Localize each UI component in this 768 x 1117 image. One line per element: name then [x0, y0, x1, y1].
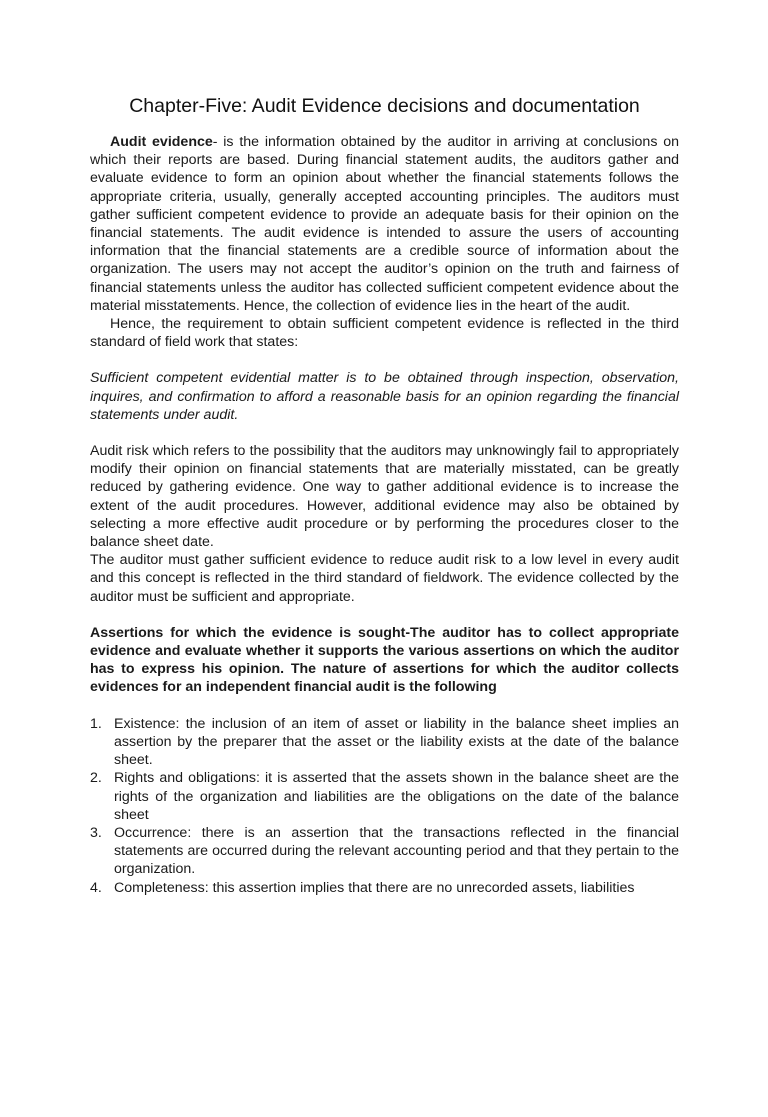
- list-item-text: Completeness: this assertion implies that there are no unrecorded assets, liabilities: [114, 879, 635, 896]
- list-item-number: 4.: [90, 879, 102, 896]
- list-item: [90, 715, 679, 770]
- list-item-number: 3.: [90, 824, 102, 841]
- list-item-text: Existence: the inclusion of an item of asset or liability in the balance sheet implies an assertion by the preparer that the asset or the liability exists at the date of the balance sheet.: [114, 715, 679, 769]
- intro-paragraph: [90, 133, 679, 315]
- list-item-text: Occurrence: there is an assertion that the transactions reflected in the financial statements are occurred during the relevant accounting period and that they pertain to the organization.: [114, 824, 679, 878]
- page-title: Chapter-Five: Audit Evidence decisions and documentation: [129, 95, 640, 117]
- list-item: [90, 769, 679, 824]
- list-item-number: 1.: [90, 715, 102, 732]
- assertions-heading: Assertions for which the evidence is sought-The auditor has to collect appropriate evidence and evaluate whether it supports the various assertions on which the auditor has to express his opinion. The nature of assertions for which the auditor collects evidences for an independent financial audit is the following: [90, 624, 679, 696]
- audit-evidence-term: Audit evidence: [110, 134, 213, 150]
- audit-risk-paragraph: Audit risk which refers to the possibility that the auditors may unknowingly fail to appropriately modify their opinion on financial statements that are materially misstated, can be greatly reduced by gathering evidence. One way to gather additional evidence is to increase the extent of the audit procedures. However, additional evidence may also be obtained by selecting a more effective audit procedure or by performing the procedures closer to the balance sheet date.: [90, 443, 679, 551]
- hence-paragraph: Hence, the requirement to obtain sufficient competent evidence is reflected in the third standard of field work that states:: [90, 316, 679, 351]
- intro-paragraph-text: - is the information obtained by the auditor in arriving at conclusions on which their reports are based. During financial statement audits, the auditors gather and evaluate evidence to form an opinion about whether the financial statements follows the appropriate criteria, usually, generally accepted accounting principles. The auditors must gather sufficient competent evidence to provide an adequate basis for their opinion on the financial statements. The audit evidence is intended to assure the users of accounting information that the financial statements are a credible source of information about the organization. The users may not accept the auditor’s opinion on the truth and fairness of financial statements unless the auditor has collected sufficient competent evidence about the material misstatements. Hence, the collection of evidence lies in the heart of the audit.: [90, 134, 679, 314]
- gather-evidence-paragraph: The auditor must gather sufficient evidence to reduce audit risk to a low level in every audit and this concept is reflected in the third standard of fieldwork. The evidence collected by the auditor must be sufficient and appropriate.: [90, 552, 679, 605]
- list-item-number: 2.: [90, 770, 102, 787]
- document-page: [0, 93, 768, 1117]
- standard-quote: Sufficient competent evidential matter is to be obtained through inspection, observation, inquires, and confirmation to afford a reasonable basis for an opinion regarding the financial statements under audit.: [90, 370, 679, 423]
- assertions-list: [90, 715, 679, 897]
- list-item: [90, 824, 679, 879]
- list-item: [90, 879, 679, 897]
- list-item-text: Rights and obligations: it is asserted that the assets shown in the balance sheet are the rights of the organization and liabilities are the obligations on the date of the balance sheet: [114, 770, 679, 823]
